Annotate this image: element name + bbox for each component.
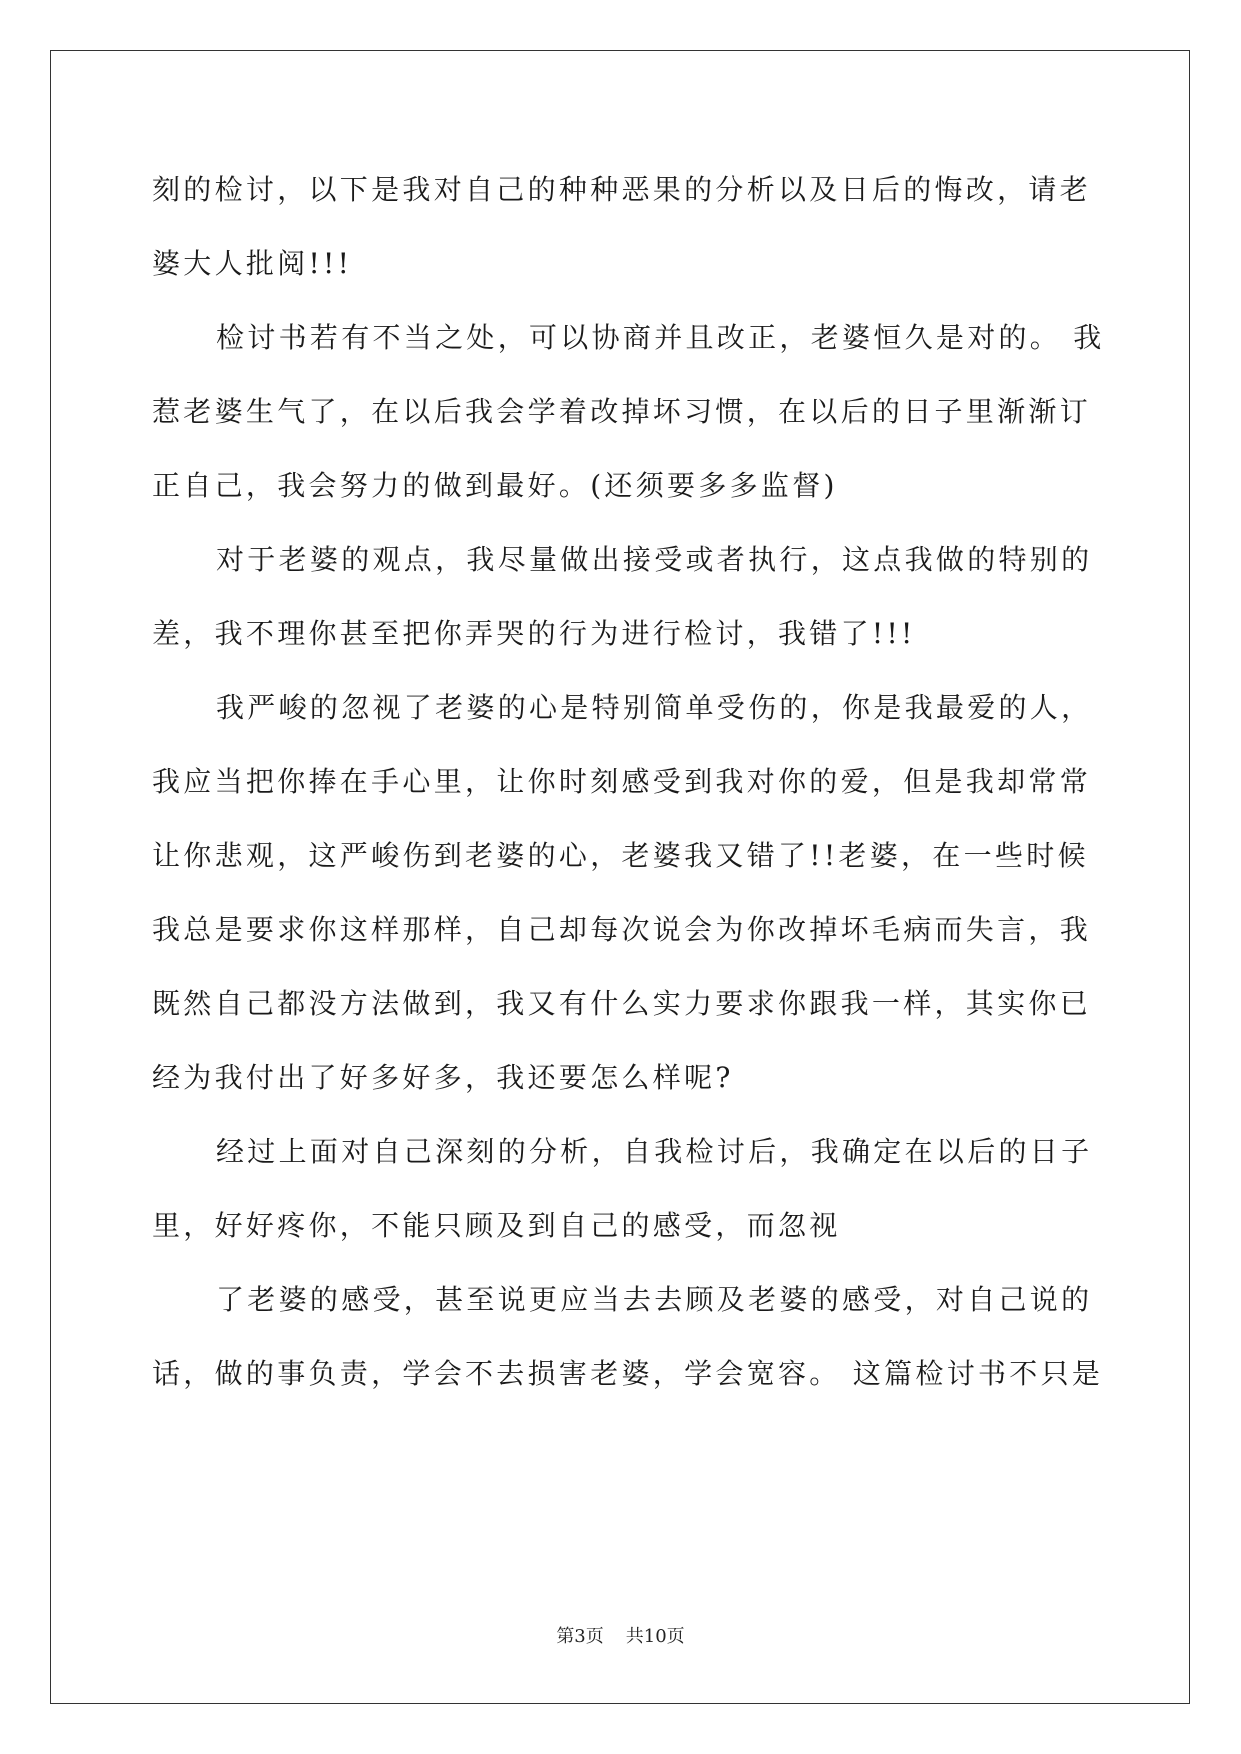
text-line: 我应当把你捧在手心里，让你时刻感受到我对你的爱，但是我却常常 — [152, 765, 1092, 798]
text-line: 刻的检讨，以下是我对自己的种种恶果的分析以及日后的悔改，请老 — [152, 173, 1092, 206]
text-line: 里，好好疼你，不能只顾及到自己的感受，而忽视 — [152, 1209, 841, 1242]
page-total: 共10页 — [625, 1626, 685, 1647]
text-line: 经过上面对自己深刻的分析，自我检讨后，我确定在以后的日子 — [216, 1135, 1093, 1168]
text-line: 正自己，我会努力的做到最好。(还须要多多监督) — [152, 469, 838, 502]
text-line: 让你悲观，这严峻伤到老婆的心，老婆我又错了!!老婆，在一些时候 — [152, 839, 1089, 872]
text-line: 既然自己都没方法做到，我又有什么实力要求你跟我一样，其实你已 — [152, 987, 1092, 1020]
text-line: 经为我付出了好多好多，我还要怎么样呢? — [152, 1061, 734, 1094]
page-border — [50, 50, 1190, 1704]
text-line: 我总是要求你这样那样，自己却每次说会为你改掉坏毛病而失言，我 — [152, 913, 1092, 946]
text-line: 对于老婆的观点，我尽量做出接受或者执行，这点我做的特别的 — [216, 543, 1093, 576]
text-line: 检讨书若有不当之处，可以协商并且改正，老婆恒久是对的。 我 — [216, 321, 1105, 354]
page-number: 第3页 — [556, 1626, 604, 1647]
text-line: 婆大人批阅!!! — [152, 247, 353, 280]
text-line: 话，做的事负责，学会不去损害老婆，学会宽容。 这篇检讨书不只是 — [152, 1357, 1104, 1390]
page-footer — [0, 1625, 1241, 1649]
text-line: 差，我不理你甚至把你弄哭的行为进行检讨，我错了!!! — [152, 617, 916, 650]
text-line: 了老婆的感受，甚至说更应当去去顾及老婆的感受，对自己说的 — [216, 1283, 1093, 1316]
text-line: 我严峻的忽视了老婆的心是特别简单受伤的，你是我最爱的人， — [216, 691, 1093, 724]
text-line: 惹老婆生气了，在以后我会学着改掉坏习惯，在以后的日子里渐渐订 — [152, 395, 1092, 428]
